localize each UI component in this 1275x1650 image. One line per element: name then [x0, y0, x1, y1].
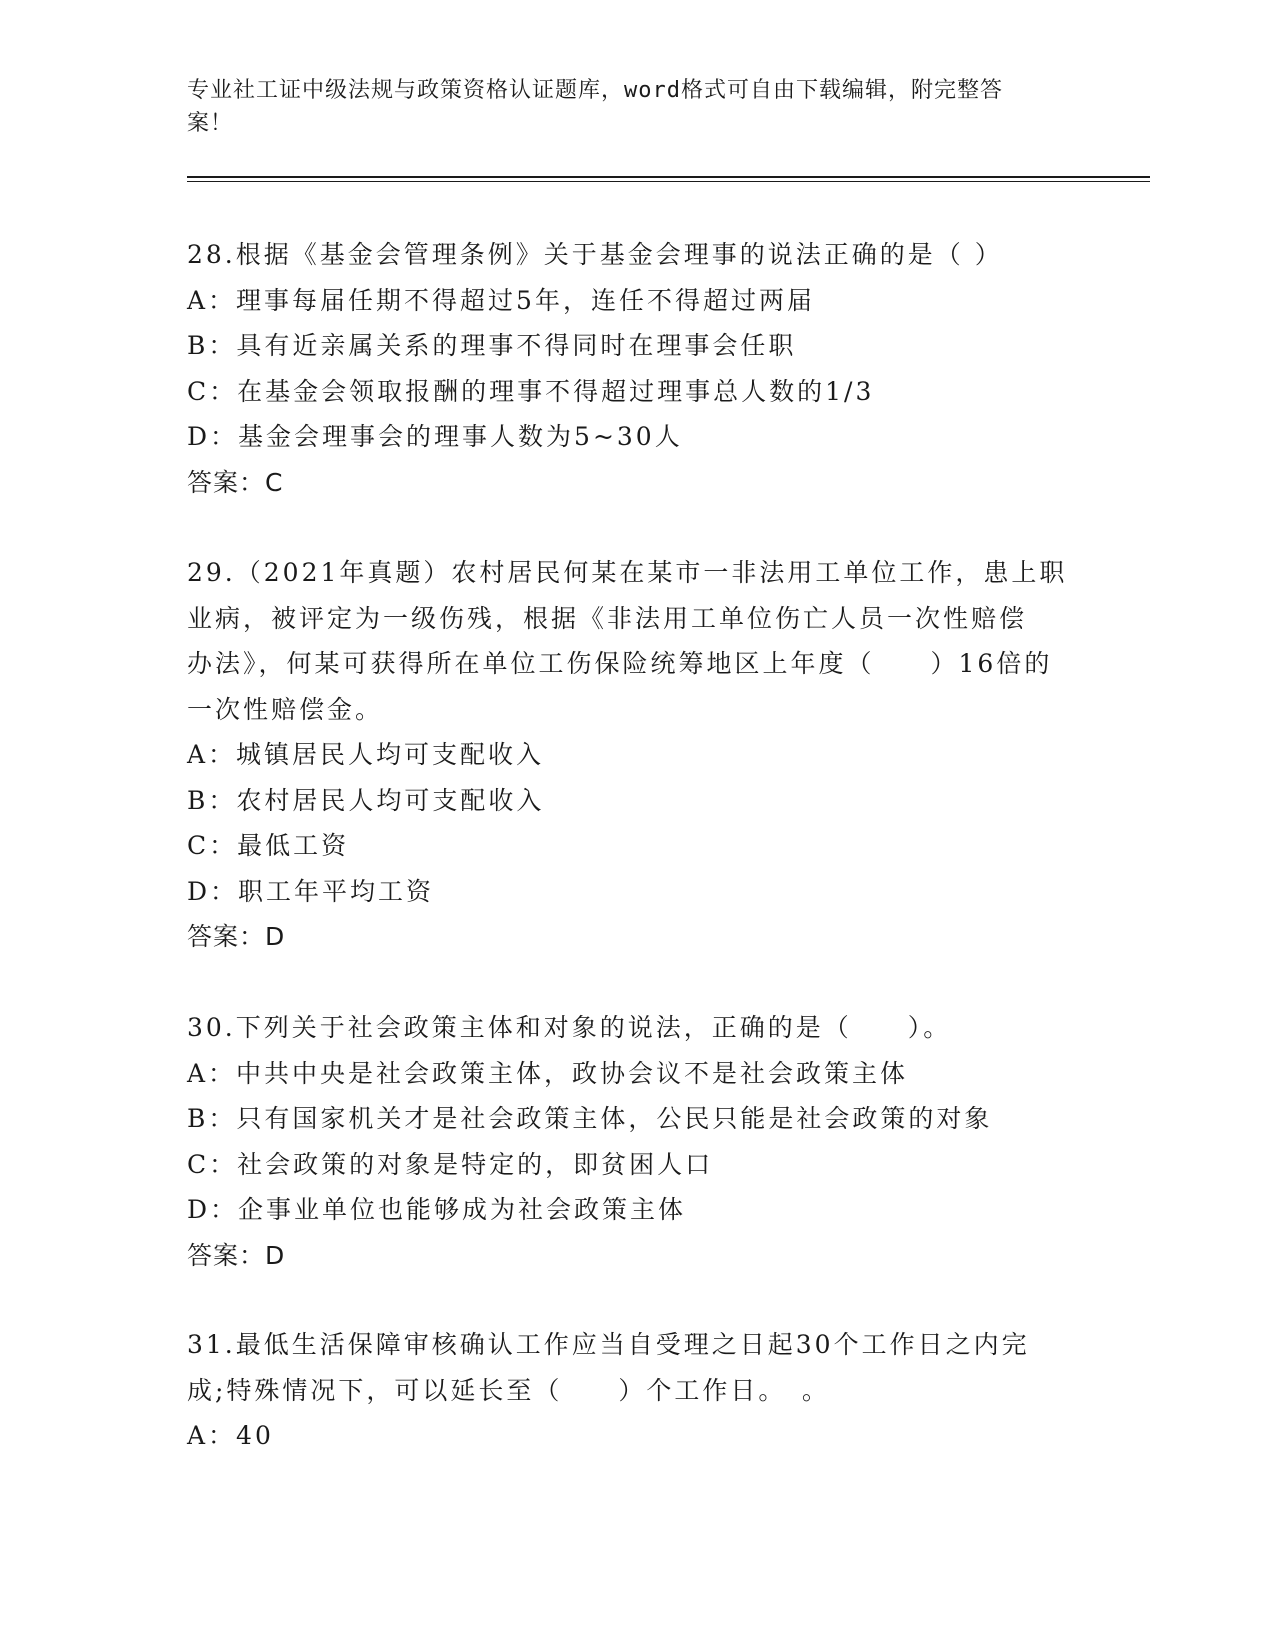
answer-line: 答案：D	[187, 922, 286, 951]
header-line: 专业社工证中级法规与政策资格认证题库，word格式可自由下载编辑，附完整答	[187, 78, 1003, 103]
question-stem	[187, 1005, 1087, 1051]
option-c: C：社会政策的对象是特定的，即贫困人口	[187, 1149, 714, 1179]
question-stem	[187, 232, 1087, 278]
option-d: D：基金会理事会的理事人数为5~30人	[187, 422, 683, 451]
option-a: A：城镇居民人均可支配收入	[187, 740, 545, 769]
stem-line: 28.根据《基金会管理条例》关于基金会理事的说法正确的是（ ）	[187, 240, 1003, 269]
question-stem	[187, 1322, 1087, 1413]
stem-line: 一次性赔偿金。	[187, 694, 384, 724]
answer-line: 答案：C	[187, 467, 284, 497]
option-d: D：企事业单位也能够成为社会政策主体	[187, 1195, 687, 1224]
stem-line: 成;特殊情况下，可以延长至（ ）个工作日。 。	[187, 1375, 830, 1405]
option-a: A：中共中央是社会政策主体，政协会议不是社会政策主体	[187, 1058, 909, 1088]
stem-line: 业病，被评定为一级伤残，根据《非法用工单位伤亡人员一次性赔偿	[187, 603, 1028, 633]
question-28	[187, 232, 1087, 505]
header-divider-thin	[187, 181, 1150, 182]
option-a: A：40	[187, 1421, 274, 1450]
header-divider	[187, 176, 1150, 178]
option-b: B：具有近亲属关系的理事不得同时在理事会任职	[187, 331, 797, 360]
document-header	[187, 74, 1087, 140]
option-b: B：只有国家机关才是社会政策主体，公民只能是社会政策的对象	[187, 1104, 993, 1133]
option-c: C：在基金会领取报酬的理事不得超过理事总人数的1/3	[187, 376, 875, 406]
question-stem	[187, 550, 1087, 732]
stem-line: 30.下列关于社会政策主体和对象的说法，正确的是（ ）。	[187, 1013, 952, 1042]
option-a: A：理事每届任期不得超过5年，连任不得超过两届	[187, 285, 815, 315]
stem-line: 29.（2021年真题）农村居民何某在某市一非法用工单位工作，患上职	[187, 558, 1068, 587]
option-b: B：农村居民人均可支配收入	[187, 785, 545, 815]
question-29	[187, 550, 1087, 960]
question-31	[187, 1322, 1087, 1459]
stem-line: 31.最低生活保障审核确认工作应当自受理之日起30个工作日之内完	[187, 1330, 1030, 1359]
header-line: 案！	[187, 111, 234, 136]
option-d: D：职工年平均工资	[187, 876, 435, 906]
answer-line: 答案：D	[187, 1240, 286, 1270]
question-30	[187, 1005, 1087, 1278]
option-c: C：最低工资	[187, 831, 350, 860]
stem-line: 办法》，何某可获得所在单位工伤保险统筹地区上年度（ ）16倍的	[187, 649, 1053, 678]
